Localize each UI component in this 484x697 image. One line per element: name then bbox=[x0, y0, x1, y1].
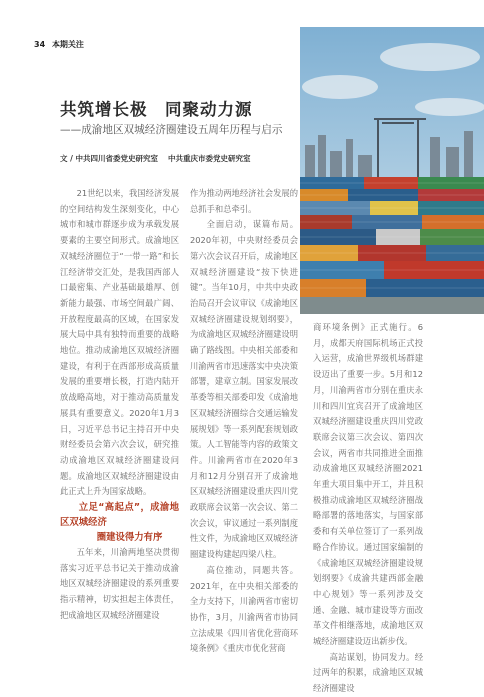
section-label: 本期关注 bbox=[51, 40, 84, 49]
paragraph: 五年来，川渝两地坚决贯彻落实习近平总书记关于推动成渝地区双城经济圈建设的系列重要指示精神，切实担起主体责任，把成渝地区双城经济圈建设 bbox=[60, 547, 179, 620]
paragraph: 高位推动，同题共答。2021年，在中央相关部委的全力支持下，川渝两省市密切协作，3月，川渝两省市协同立法成果《四川省优化营商环境条例》《重庆市优化营商 bbox=[190, 564, 298, 654]
author-2: 中共重庆市委党史研究室 bbox=[167, 154, 251, 163]
body-column-3 bbox=[313, 320, 423, 694]
paragraph: 作为推动两地经济社会发展的总抓手和总牵引。 bbox=[190, 188, 298, 214]
paragraph: 高站谋划，协同发力。经过两年的积累，成渝地区双城经济圈建设 bbox=[313, 651, 423, 694]
section-subhead bbox=[60, 500, 179, 545]
page-number: 34 bbox=[34, 40, 46, 49]
page-header bbox=[34, 39, 84, 50]
container-port-photo bbox=[300, 27, 484, 314]
container-yard-illustration bbox=[300, 27, 484, 314]
paragraph: 商环境条例》正式施行。6月，成都天府国际机场正式投入运营，成渝世界级机场群建设迈出了重要一步。5月和12月，川渝两省市分别在重庆永川和四川宜宾召开了成渝地区双城经济圈建设重庆四川党政联席会议第三次会议、第四次会议，两省市共同推进全面推动成渝地区双城经济圈2021年重大项目集中开工，并且积极推动成渝地区双城经济圈战略部署的落地落实，与国家部委和有关单位签订了一系列战略合作协议。通过国家编制的《成渝地区双城经济圈建设规划纲要》《成渝共建西部金融中心规划》等一系列涉及交通、金融、城市建设等方面改革文件相继落地，成渝地区双城经济圈建设迈出新步伐。 bbox=[313, 322, 423, 647]
article-title: 共筑增长极 同聚动力源 bbox=[60, 100, 253, 119]
paragraph: 21世纪以来，我国经济发展的空间结构发生深刻变化，中心城市和城市群逐步成为承载发展要素的主要空间形式。成渝地区双城经济圈位于“一带一路”和长江经济带交汇处，是我国西部人口最密集、产业基础最雄厚、创新能力最强、市场空间最广阔、开放程度最高的区域，在国家发展大局中具有独特而重要的战略地位。推动成渝地区双城经济圈建设，有利于在西部形成高质量发展的重要增长极，打造内陆开放战略高地，对于推动高质量发展具有重要意义。2020年1月3日，习近平总书记主持召开中央财经委员会第六次会议，研究推动成渝地区双城经济圈建设问题。成渝地区双城经济圈建设由此正式上升为国家战略。 bbox=[60, 188, 179, 497]
paragraph: 全面启动，谋篇布局。2020年初，中央财经委员会第六次会议召开后，成渝地区双城经济圈建设“按下快进键”。当年10月，中共中央政治局召开会议审议《成渝地区双城经济圈建设规划纲要》，为成渝地区双城经济圈建设明确了路线图。中央相关部委和川渝两省市迅速落实中央决策部署，建章立制。国家发展改革委等相关部委印发《成渝地区双城经济圈综合交通运输发展规划》等一系列配套规划政策。人工智能等内容的政策文件。川渝两省市在2020年3月和12月分别召开了成渝地区双城经济圈建设重庆四川党政联席会议第一次会议、第二次会议，审议通过一系列制度性文件，为成渝地区双城经济圈建设构建起四梁八柱。 bbox=[190, 219, 298, 560]
body-column-1 bbox=[60, 186, 179, 624]
subhead-line-2: 圈建设得力有序 bbox=[96, 532, 163, 544]
body-column-2 bbox=[190, 186, 298, 654]
container-stacks bbox=[300, 177, 484, 314]
article-byline bbox=[60, 153, 250, 164]
article-subtitle: ——成渝地区双城经济圈建设五周年历程与启示 bbox=[60, 124, 283, 136]
author-1: 文 / 中共四川省委党史研究室 bbox=[60, 154, 158, 163]
subhead-line-1: 立足“高起点”，成渝地区双城经济 bbox=[60, 502, 179, 529]
